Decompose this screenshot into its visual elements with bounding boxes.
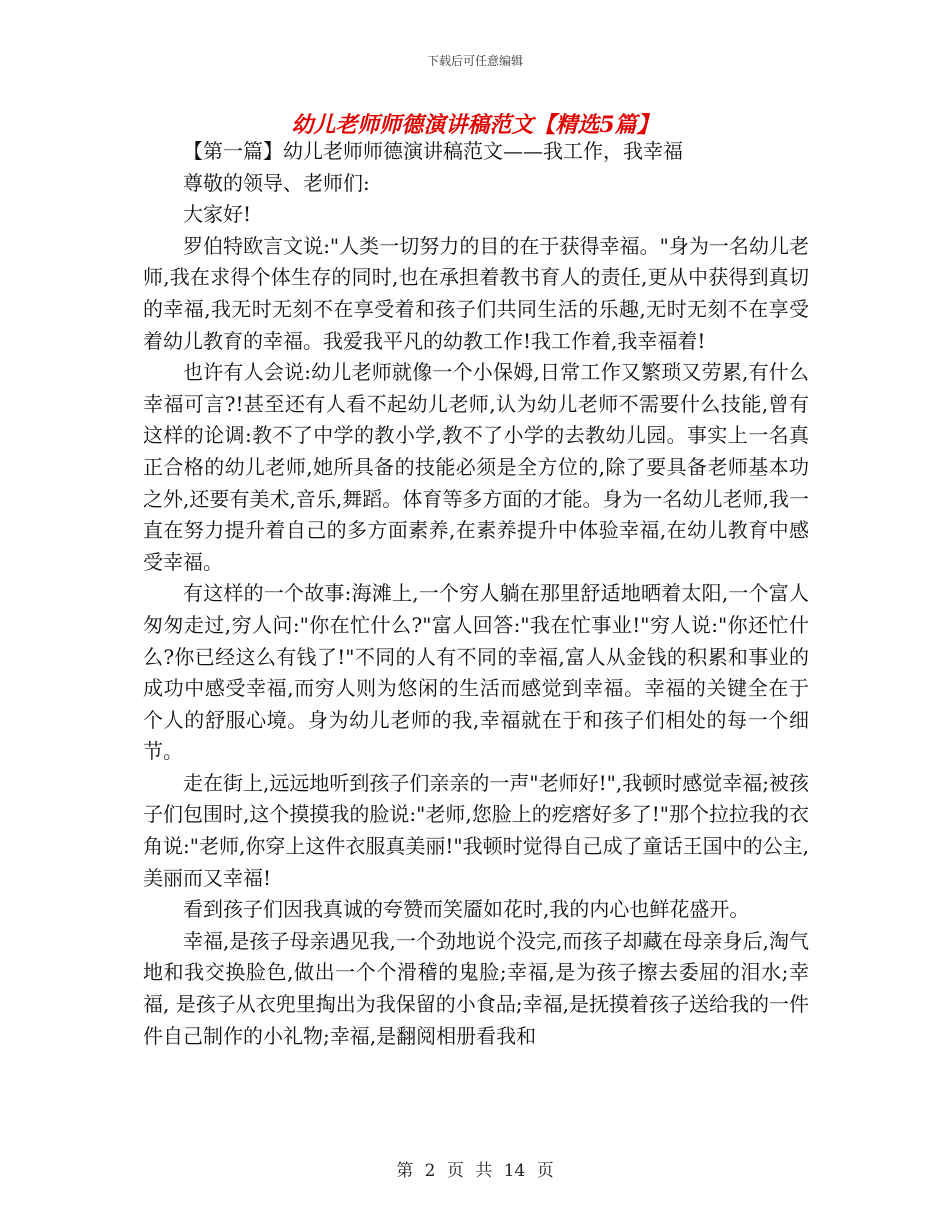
- document-body: [143, 136, 809, 1052]
- section-heading: 【第一篇】幼儿老师师德演讲稿范文——我工作，我幸福: [183, 139, 683, 163]
- page-number: 第 2 页 共 14 页: [396, 1161, 554, 1181]
- salutation: 尊敬的领导、老师们:: [183, 170, 370, 195]
- body-paragraph: 看到孩子们因我真诚的夸赞而笑靥如花时,我的内心也鲜花盛开。: [183, 897, 750, 922]
- greeting: 大家好!: [183, 202, 252, 227]
- body-paragraph: 走在街上,远远地听到孩子们亲亲的一声"老师好!",我顿时感觉幸福;被孩子们包围时,这个摸摸我的脸说:"老师,您脸上的疙瘩好多了!"那个拉拉我的衣角说:"老师,你穿上这件衣服真美丽!"我顿时觉得自己成了童话王国中的公主,美丽而又幸福!: [143, 770, 809, 890]
- header-note: 下载后可任意编辑: [426, 54, 523, 68]
- body-paragraph: 也许有人会说:幼儿老师就像一个小保姆,日常工作又繁琐又劳累,有什么幸福可言?!甚至还有人看不起幼儿老师,认为幼儿老师不需要什么技能,曾有这样的论调:教不了中学的教小学,教不了小学的去教幼儿园。事实上一名真正合格的幼儿老师,她所具备的技能必须是全方位的,除了要具备老师基本功之外,还要有美术,音乐,舞蹈。体育等多方面的才能。身为一名幼儿老师,我一直在努力提升着自己的多方面素养,在素养提升中体验幸福,在幼儿教育中感受幸福。: [143, 360, 809, 574]
- body-paragraph: 幸福,是孩子母亲遇见我,一个劲地说个没完,而孩子却藏在母亲身后,淘气地和我交换脸色,做出一个个滑稽的鬼脸;幸福,是为孩子擦去委屈的泪水;幸福, 是孩子从衣兜里掏出为我保留的小食品;幸福,是抚摸着孩子送给我的一件件自己制作的小礼物;幸福,是翻阅相册看我和: [143, 928, 809, 1048]
- body-paragraph: 有这样的一个故事:海滩上,一个穷人躺在那里舒适地晒着太阳,一个富人匆匆走过,穷人问:"你在忙什么?"富人回答:"我在忙事业!"穷人说:"你还忙什么?你已经这么有钱了!"不同的人有不同的幸福,富人从金钱的积累和事业的成功中感受幸福,而穷人则为悠闲的生活而感觉到幸福。幸福的关键全在于个人的舒服心境。身为幼儿老师的我,幸福就在于和孩子们相处的每一个细节。: [143, 581, 809, 764]
- body-paragraph: 罗伯特欧言文说:"人类一切努力的目的在于获得幸福。"身为一名幼儿老师,我在求得个体生存的同时,也在承担着教书育人的责任,更从中获得到真切的幸福,我无时无刻不在享受着和孩子们共同生活的乐趣,无时无刻不在享受着幼儿教育的幸福。我爱我平凡的幼教工作!我工作着,我幸福着!: [143, 233, 809, 353]
- document-title: 幼儿老师师德演讲稿范文【精选5篇】: [291, 112, 659, 138]
